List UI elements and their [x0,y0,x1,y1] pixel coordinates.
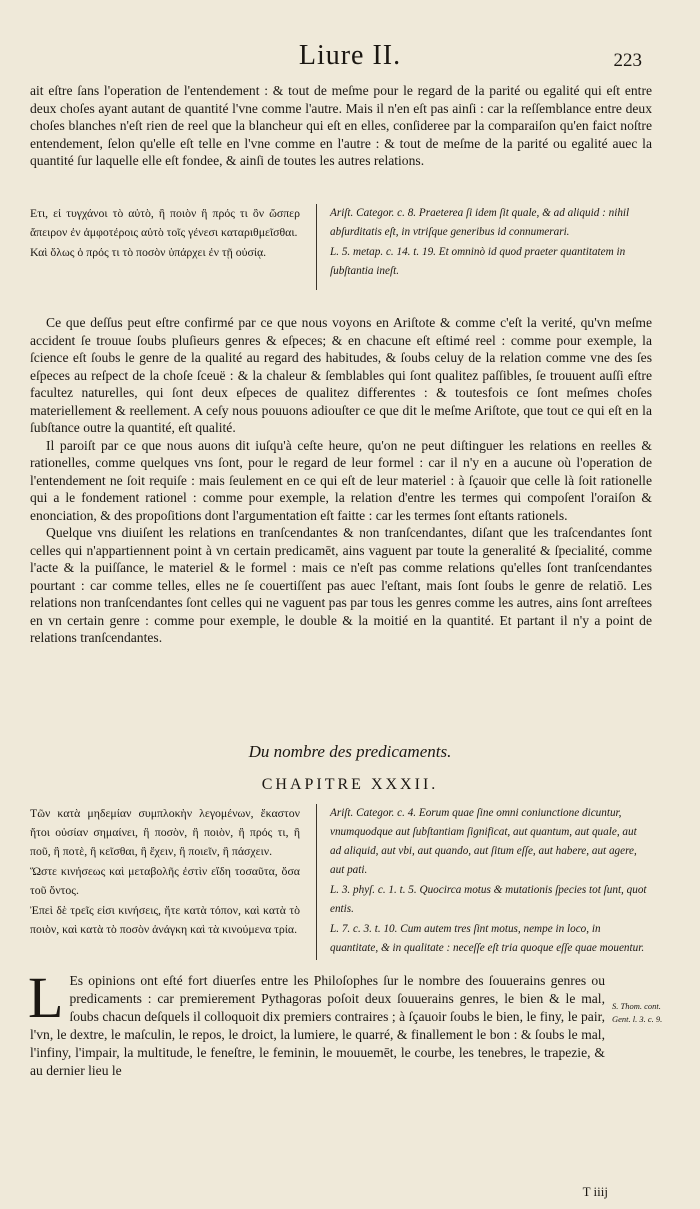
intro-paragraph: ait eſtre ſans l'operation de l'entendement : & tout de meſme pour le regard de la parité ou egalité qui eſt entre deux choſes ayant autant de quantité l'vne comme l'autre. Mais il n'en eſt pas ainſi : car la reſſemblance entre deux choſes blanches n'eſt rien de reel que la blancheur qui eſt en elles, conſideree par la comparaiſon qu'en faict noſtre entendement, ſelon qu'elle eſt telle en l'vne comme en l'autre : & tout de meſme de la parité ou egalité auec la quantité ſur laquelle elle eſt fondee, & ainſi de toutes les autres relations. [30,83,652,168]
latin-citation: Ariſt. Categor. c. 8. Praeterea ſi idem ſit quale, & ad aliquid : nihil abſurditatis eſt, in vtriſque generibus id connumerari. [330,207,630,238]
column-rule [316,804,317,960]
notes-block-1 [30,204,652,294]
latin-citations-1 [330,204,650,282]
intro-paragraph-block [30,82,652,170]
paragraph-confirmation: Ce que deſſus peut eſtre confirmé par ce que nous voyons en Ariſtote & comme c'eſt la verité, qu'vn meſme accident ſe trouue ſoubs pluſieurs genres & eſpeces; & en chacune eſt eſtimé reel : comme pour exemple, la ſcience eſt ſoubs le genre de la qualité au regard des habitudes, & ſoubs celuy de la relation comme vne des ſes eſpeces au reſpect de la choſe ſceuë : & la chaleur & ſemblables qui ſont qualitez paſſibles, ſe trouuent auſſi eſtre facultez naturelles, qui ſont deux eſpeces de qualitez differentes : & toutesfois ce ſont meſmes choſes materiellement & reellement. A ceſy nous pouuons adiouſter ce que dit le meſme Ariſtote, que tout ce qui eſt en la ſubſtance outre la quantité, eſt qualité. [30,315,652,435]
chapter-opening-paragraph [28,965,605,1080]
chapter-opening-text: Es opinions ont eſté fort diuerſes entre les Philoſophes ſur le nombre des ſouuerains genres ou predicaments : car premierement Pythagoras poſoit deux ſouuerains genres, le bien & le mal, ſoubs chacun deſquels il colloquoit dix premiers contraires ; à ſçauoir ſoubs le bien, le finy, le pair, l'vn, le dextre, le maſculin, le repos, le droict, la lumiere, le quarré, & finallement le bon : & ſoubs le mal, l'infiny, l'impair, la multitude, le feneſtre, le feminin, le mouuemēt, le courbe, les tenebres, le trapezie, & au dernier lieu le [30,973,605,1078]
latin-citation: Ariſt. Categor. c. 4. Eorum quae ſine omni coniunctione dicuntur, vnumquodque aut ſubſtantiam ſignificat, aut quantum, aut quale, aut ad aliquid, aut vbi, aut quando, aut ſitum eſſe, aut habere, aut agere, aut pati. [330,807,637,876]
paragraph-transcendent: Quelque vns diuiſent les relations en tranſcendantes & non tranſcendantes, diſant que les traſcendantes ſont celles qui n'appartiennent point à vn certain predicamēt, ains vaguent par toute la generalité & ſpecialité, comme l'acte & la puiſſance, le materiel & le formel : mais ce n'eſt pas comme relations qu'elles ſont tranſcendantes pourtant : car comme telles, elles ne ſe couertiſſent pas auec l'eſtant, mais ſont ſoubs le genre de relatiō. Les relations non tranſcendantes ſont celles qui ne vaguent pas par tous les genres comme les autres, ains ſont arreſtees en vn certain genre : comme pour exemple, le double & la moitié en la quantité. Et partant il n'y a point de relations tranſcendantes. [30,525,652,645]
latin-citation: L. 5. metap. c. 14. t. 19. Et omninò id quod praeter quantitatem in ſubſtantia ineſt. [330,246,626,277]
running-header [0,40,700,76]
latin-citations-2 [330,804,650,959]
notes-block-2 [30,804,652,964]
greek-citation: Καὶ ὅλως ὁ πρός τι τὸ ποσὸν ὑπάρχει ἐν τῇ οὐσίᾳ. [30,245,267,259]
column-rule [316,204,317,290]
signature-mark: T iiij [582,1184,608,1199]
section-title: Du nombre des predicaments. [248,742,452,761]
chapter-title: CHAPITRE XXXII. [261,776,439,793]
greek-citation: Τῶν κατὰ μηδεμίαν συμπλοκὴν λεγομένων, ἕκαστον ἤτοι οὐσίαν σημαίνει, ἢ ποσὸν, ἢ ποιὸν, ἢ πρός τι, ἢ ποῦ, ἢ ποτὲ, ἢ κεῖσθαι, ἢ ἔχειν, ἢ ποιεῖν, ἢ πάσχειν. [30,806,300,858]
margin-citation: S. Thom. cont. Gent. l. 3. c. 9. [612,1001,663,1024]
greek-citations-2 [30,804,300,940]
greek-citation: Ετι, εἰ τυγχάνοι τὸ αὐτὸ, ἢ ποιὸν ἢ πρός τι ὂν ὥσπερ ἄπειρον ἐν ἀμφοτέροις αὐτὸ τοῖς γένεσι καταριθμεῖσθαι. [30,206,300,239]
greek-citation: Ἐπεὶ δὲ τρεῖς εἰσι κινήσεις, ἥτε κατὰ τόπον, καὶ κατὰ τὸ ποιὸν, καὶ κατὰ τὸ ποσὸν ἀνάγκη καὶ τὰ κινούμενα τρία. [30,903,300,936]
page-number: 223 [613,50,642,71]
greek-citation: Ὥστε κινήσεως καὶ μεταβολῆς ἐστὶν εἴδη τοσαῦτα, ὅσα τοῦ ὄντος. [30,864,300,897]
latin-citation: L. 7. c. 3. t. 10. Cum autem tres ſint motus, nempe in loco, in quantitate, & in qualitate : neceſſe eſt tria quoque eſſe quae mouentur. [330,923,645,954]
paragraph-relations-real: Il paroiſt par ce que nous auons dit iuſqu'à ceſte heure, qu'on ne peut diſtinguer les relations en reelles & rationelles, comme quelques vns ſont, pour le regard de leur formel : car il n'y en a aucune où l'operation de l'entendement ne ſoit requiſe : mais ſeulement en ce qui eſt de leur materiel : à ſçauoir que celle là ſoit rationelle qui a le fondement rationel : comme pour exemple, la relation d'entre les termes qui compoſent l'oraiſon & enonciation, & des propoſitions dont l'argumentation eſt faitte : car les termes ſont eſtants rationels. [30,437,652,523]
greek-citations-1 [30,204,300,263]
drop-capital: L [28,965,64,1030]
latin-citation: L. 3. phyſ. c. 1. t. 5. Quocirca motus & mutationis ſpecies tot ſunt, quot entis. [330,884,647,915]
main-text-block [30,314,652,647]
running-title: Liure II. [298,40,402,71]
